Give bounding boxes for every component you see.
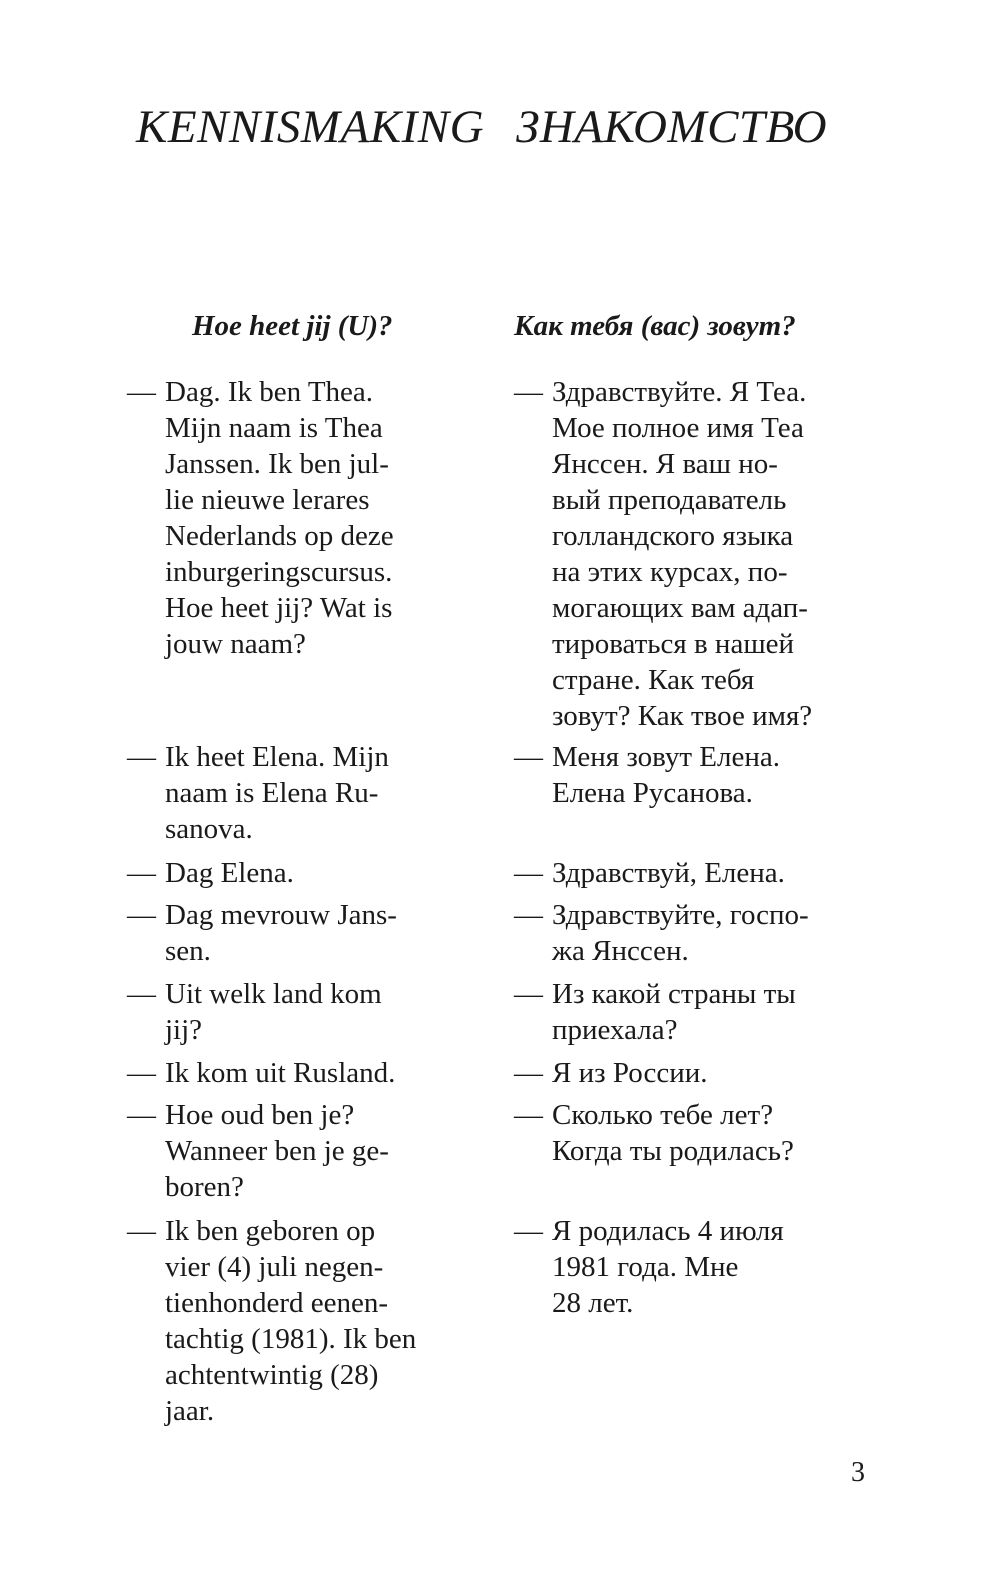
dialogue-dash: — — [127, 376, 156, 408]
dialogue-dash: — — [514, 1099, 543, 1131]
dialogue-text: Ik heet Elena. Mijn naam is Elena Ru- sanova. — [165, 741, 389, 845]
dialogue-text: Dag Elena. — [165, 857, 294, 889]
dialogue-dash: — — [127, 1215, 156, 1247]
title-dutch: KENNISMAKING — [136, 101, 485, 153]
dialogue-text: Hoe oud ben je? Wanneer ben je ge- boren? — [165, 1099, 389, 1203]
section-heading-dutch: Hoe heet jij (U)? — [192, 310, 393, 342]
dialogue-dash: — — [127, 978, 156, 1010]
dialogue-text: Здравствуйте, госпо- жа Янссен. — [552, 899, 809, 967]
dialogue-text: Сколько тебе лет? Когда ты родилась? — [552, 1099, 794, 1167]
dialogue-text: Я из России. — [552, 1057, 708, 1089]
dialogue-text: Ik ben geboren op vier (4) juli negen- tienhonderd eenen- tachtig (1981). Ik ben achtentwintig (28) jaar. — [165, 1215, 417, 1427]
dialogue-text: Здравствуй, Елена. — [552, 857, 785, 889]
dialogue-text: Uit welk land kom jij? — [165, 978, 382, 1046]
dialogue-dash: — — [127, 741, 156, 773]
dialogue-text: Dag mevrouw Jans- sen. — [165, 899, 397, 967]
page-title — [136, 100, 827, 154]
dialogue-dash: — — [514, 741, 543, 773]
dialogue-dash: — — [127, 1057, 156, 1089]
dialogue-text: Я родилась 4 июля 1981 года. Мне 28 лет. — [552, 1215, 784, 1319]
dialogue-dash: — — [127, 857, 156, 889]
dialogue-dash: — — [514, 899, 543, 931]
dialogue-text: Dag. Ik ben Thea. Mijn naam is Thea Janssen. Ik ben jul- lie nieuwe lerares Nederlands op deze inburgeringscursus. Hoe heet jij? Wat is jouw naam? — [165, 376, 394, 660]
dialogue-dash: — — [514, 1057, 543, 1089]
dialogue-text: Из какой страны ты приехала? — [552, 978, 796, 1046]
dialogue-dash: — — [514, 1215, 543, 1247]
page-number: 3 — [851, 1457, 865, 1488]
dialogue-text: Ik kom uit Rusland. — [165, 1057, 396, 1089]
dialogue-dash: — — [514, 857, 543, 889]
title-russian: ЗНАКОМСТВО — [516, 101, 828, 153]
dialogue-dash: — — [514, 978, 543, 1010]
dialogue-text: Здравствуйте. Я Теа. Мое полное имя Теа Янссен. Я ваш но- вый преподаватель голландского языка на этих курсах, по- могающих вам адап- тироваться в нашей стране. Как тебя зовут? Как твое имя? — [552, 376, 813, 732]
dialogue-dash: — — [514, 376, 543, 408]
dialogue-dash: — — [127, 1099, 156, 1131]
dialogue-text: Меня зовут Елена. Елена Русанова. — [552, 741, 780, 809]
section-heading-russian: Как тебя (вас) зовут? — [514, 310, 796, 342]
dialogue-dash: — — [127, 899, 156, 931]
